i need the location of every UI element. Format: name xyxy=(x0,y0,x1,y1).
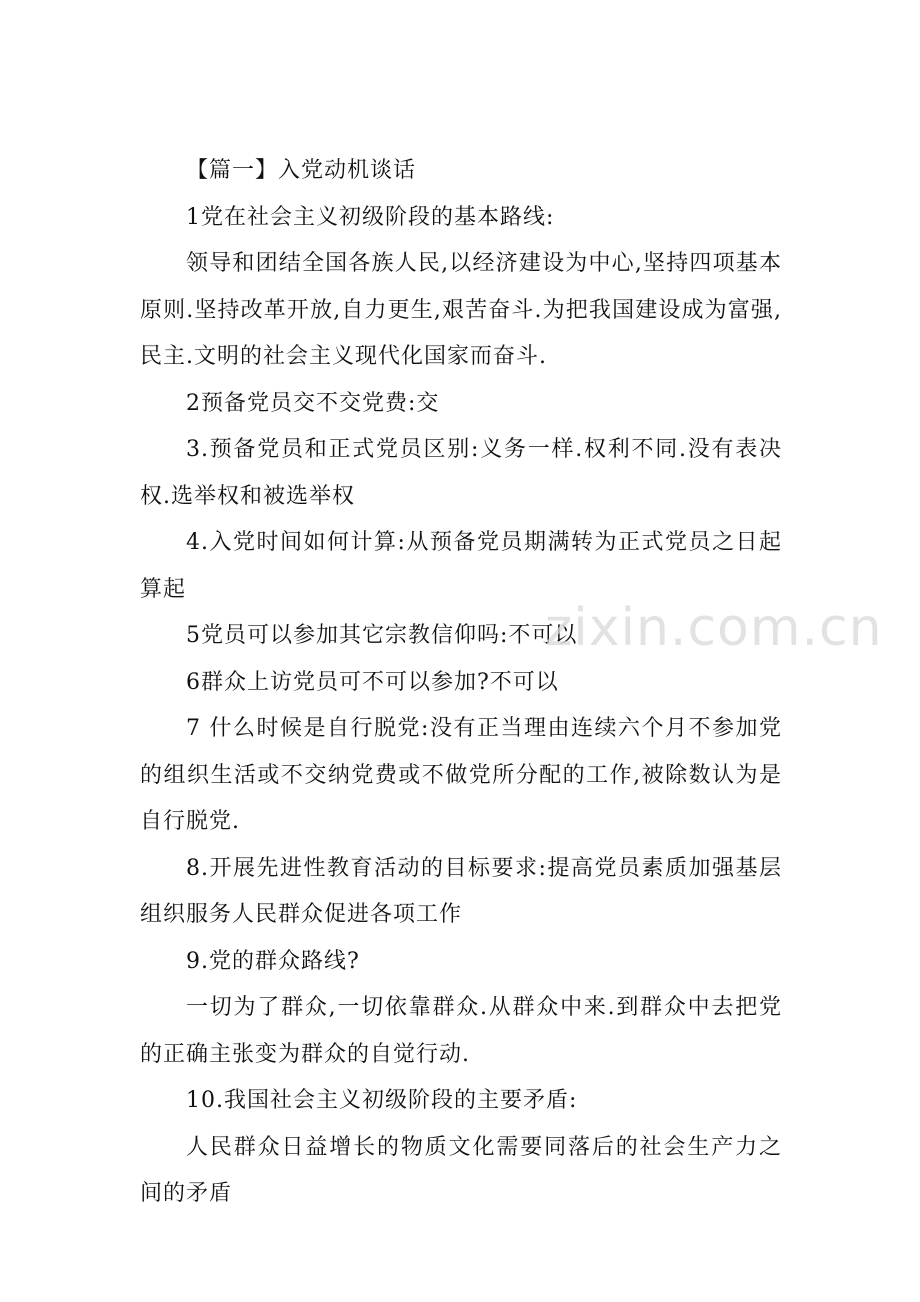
document-body xyxy=(140,148,782,1218)
question-7: 7 什么时候是自行脱党:没有正当理由连续六个月不参加党的组织生活或不交纳党费或不做党所分配的工作,被除数认为是自行脱党. xyxy=(140,716,782,834)
answer-9: 一切为了群众,一切依靠群众.从群众中来.到群众中去把党的正确主张变为群众的自觉行动. xyxy=(140,995,782,1067)
question-6: 6群众上访党员可不可以参加?不可以 xyxy=(186,669,559,695)
question-3: 3.预备党员和正式党员区别:义务一样.权利不同.没有表决权.选举权和被选举权 xyxy=(140,437,782,509)
question-4: 4.入党时间如何计算:从预备党员期满转为正式党员之日起算起 xyxy=(140,530,782,602)
question-1: 1党在社会主义初级阶段的基本路线: xyxy=(186,204,555,230)
watermark: zixin.com.cn xyxy=(545,598,883,658)
answer-10: 人民群众日益增长的物质文化需要同落后的社会生产力之间的矛盾 xyxy=(140,1134,782,1206)
question-10: 10.我国社会主义初级阶段的主要矛盾: xyxy=(186,1088,578,1113)
question-9: 9.党的群众路线? xyxy=(186,948,360,974)
question-8: 8.开展先进性教育活动的目标要求:提高党员素质加强基层组织服务人民群众促进各项工作 xyxy=(140,855,782,927)
answer-1: 领导和团结全国各族人民,以经济建设为中心,坚持四项基本原则.坚持改革开放,自力更生,艰苦奋斗.为把我国建设成为富强,民主.文明的社会主义现代化国家而奋斗. xyxy=(140,251,782,369)
question-2: 2预备党员交不交党费:交 xyxy=(186,390,440,416)
question-5: 5党员可以参加其它宗教信仰吗:不可以 xyxy=(186,623,578,648)
section-title: 【篇一】入党动机谈话 xyxy=(186,158,417,183)
